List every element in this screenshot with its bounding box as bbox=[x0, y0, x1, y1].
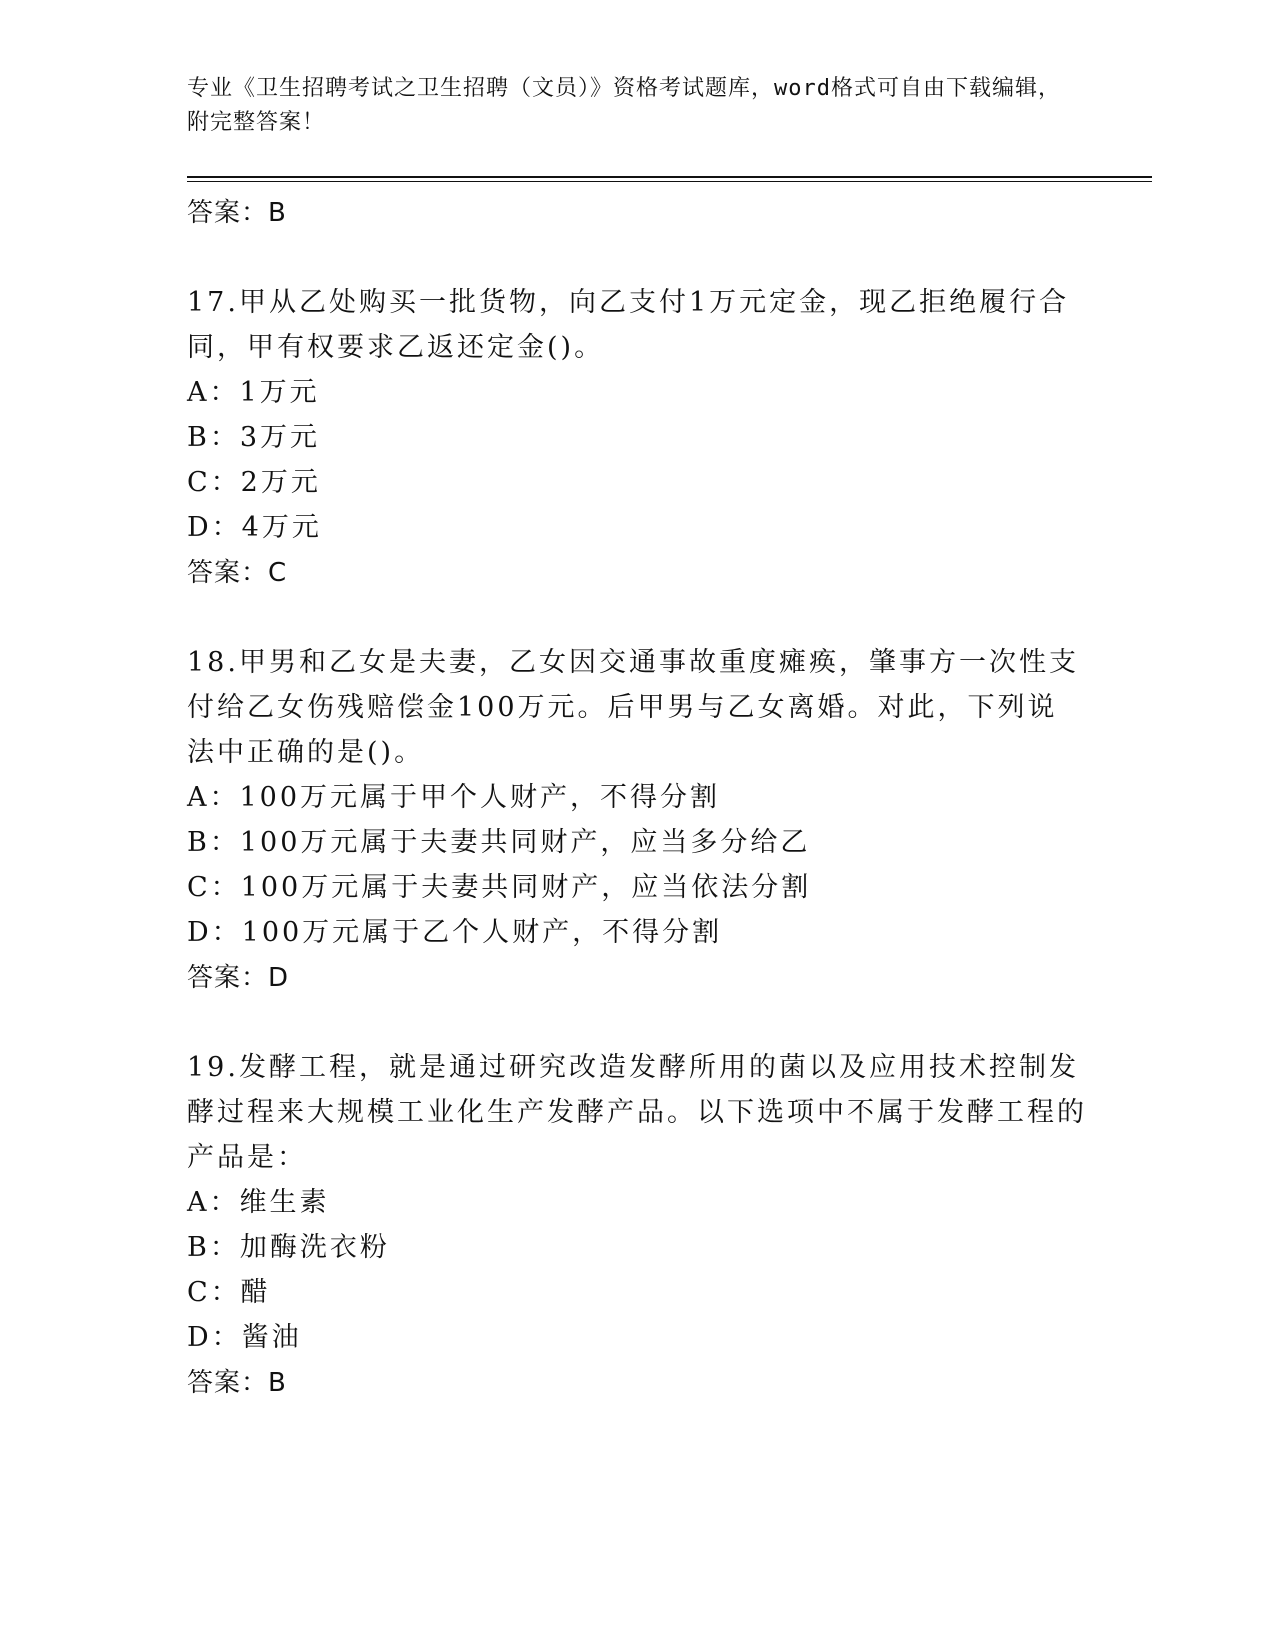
document-body bbox=[187, 190, 1087, 1406]
option-b: B：加酶洗衣粉 bbox=[187, 1232, 390, 1263]
question-answer: 答案：D bbox=[187, 963, 290, 993]
option-d: D：4万元 bbox=[187, 512, 322, 543]
option-a: A：1万元 bbox=[187, 377, 320, 408]
document-header: 专业《卫生招聘考试之卫生招聘（文员）》资格考试题库，word格式可自由下载编辑，附完整答案！ bbox=[187, 76, 1061, 135]
option-c: C：醋 bbox=[187, 1277, 271, 1308]
option-a: A：维生素 bbox=[187, 1187, 330, 1218]
question-17 bbox=[187, 280, 1087, 596]
question-text: 19.发酵工程，就是通过研究改造发酵所用的菌以及应用技术控制发酵过程来大规模工业化生产发酵产品。以下选项中不属于发酵工程的产品是： bbox=[187, 1052, 1087, 1173]
option-a: A：100万元属于甲个人财产，不得分割 bbox=[187, 782, 721, 813]
question-text: 18.甲男和乙女是夫妻，乙女因交通事故重度瘫痪，肇事方一次性支付给乙女伤残赔偿金100万元。后甲男与乙女离婚。对此，下列说法中正确的是()。 bbox=[187, 647, 1079, 768]
option-d: D：酱油 bbox=[187, 1322, 302, 1353]
option-d: D：100万元属于乙个人财产，不得分割 bbox=[187, 917, 723, 948]
question-answer: 答案：B bbox=[187, 1368, 287, 1398]
header-rule-thick bbox=[187, 176, 1152, 178]
option-b: B：3万元 bbox=[187, 422, 321, 453]
question-18 bbox=[187, 640, 1087, 1001]
option-b: B：100万元属于夫妻共同财产，应当多分给乙 bbox=[187, 827, 811, 858]
option-c: C：100万元属于夫妻共同财产，应当依法分割 bbox=[187, 872, 812, 903]
question-answer: 答案：C bbox=[187, 558, 288, 588]
question-19 bbox=[187, 1045, 1087, 1406]
option-c: C：2万元 bbox=[187, 467, 321, 498]
header-rule-thin bbox=[187, 181, 1152, 182]
question-text: 17.甲从乙处购买一批货物，向乙支付1万元定金，现乙拒绝履行合同，甲有权要求乙返还定金()。 bbox=[187, 287, 1070, 363]
previous-answer: 答案：B bbox=[187, 198, 287, 228]
